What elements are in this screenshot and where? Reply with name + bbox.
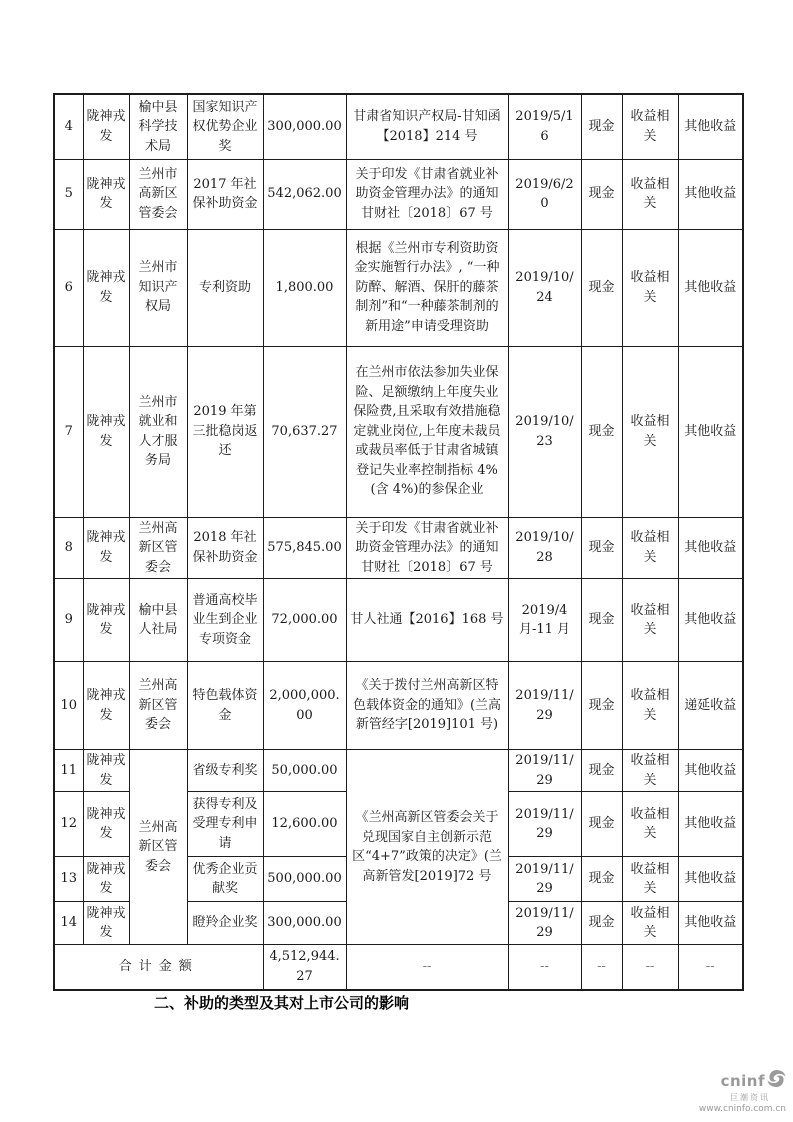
table-cell: 现金 <box>581 579 622 662</box>
table-cell: 542,062.00 <box>263 159 346 229</box>
table-cell: -- <box>581 945 622 990</box>
table-cell: 4,512,944.27 <box>263 945 346 990</box>
table-cell: 收益相关 <box>622 517 678 579</box>
table-cell: 50,000.00 <box>263 750 346 792</box>
table-cell: 收益相关 <box>622 229 678 346</box>
table-cell: 关于印发《甘肃省就业补助资金管理办法》的通知甘财社〔2018〕67 号 <box>346 159 508 229</box>
table-cell: 2019 年第三批稳岗返还 <box>187 346 263 517</box>
table-cell: 获得专利及受理专利申请 <box>187 792 263 857</box>
table-cell: 关于印发《甘肃省就业补助资金管理办法》的通知甘财社〔2018〕67 号 <box>346 517 508 579</box>
table-cell: 榆中县科学技术局 <box>129 94 187 159</box>
table-cell: 2019/11/29 <box>508 662 581 750</box>
table-cell: 陇神戎发 <box>83 792 129 857</box>
table-cell: 《兰州高新区管委会关于兑现国家自主创新示范区“4+7”政策的决定》(兰高新管发[2019]72 号 <box>346 750 508 945</box>
table-cell: 陇神戎发 <box>83 902 129 945</box>
table-cell: 陇神戎发 <box>83 346 129 517</box>
cninfo-brand-cn: 巨潮资讯 <box>730 1093 770 1102</box>
table-cell: 兰州高新区管委会 <box>129 750 187 945</box>
table-cell: 普通高校毕业生到企业专项资金 <box>187 579 263 662</box>
table-cell: 《关于拨付兰州高新区特色载体资金的通知》(兰高新管经字[2019]101 号) <box>346 662 508 750</box>
table-cell: 2019/11/29 <box>508 792 581 857</box>
table-cell: 瞪羚企业奖 <box>187 902 263 945</box>
table-cell: 陇神戎发 <box>83 159 129 229</box>
table-row <box>54 579 743 662</box>
table-row <box>54 94 743 159</box>
table-cell: 陇神戎发 <box>83 662 129 750</box>
table-cell: 9 <box>54 579 83 662</box>
cninfo-swirl-icon <box>767 1070 786 1091</box>
table-cell: 陇神戎发 <box>83 229 129 346</box>
table-cell: 陇神戎发 <box>83 579 129 662</box>
table-cell: 现金 <box>581 792 622 857</box>
table-cell: 5 <box>54 159 83 229</box>
table-cell: 收益相关 <box>622 902 678 945</box>
table-cell: 575,845.00 <box>263 517 346 579</box>
table-cell: 其他收益 <box>678 159 743 229</box>
table-cell: 500,000.00 <box>263 857 346 902</box>
table-cell: 收益相关 <box>622 857 678 902</box>
table-cell: 陇神戎发 <box>83 750 129 792</box>
table-cell: 现金 <box>581 857 622 902</box>
table-cell: 甘人社通【2016】168 号 <box>346 579 508 662</box>
table-row <box>54 945 743 990</box>
table-cell: 现金 <box>581 662 622 750</box>
table-cell: 其他收益 <box>678 857 743 902</box>
table-cell: 省级专利奖 <box>187 750 263 792</box>
table-cell: 2017 年社保补助资金 <box>187 159 263 229</box>
subsidy-table <box>53 93 744 991</box>
table-body <box>54 94 743 990</box>
table-cell: 2018 年社保补助资金 <box>187 517 263 579</box>
table-cell: 13 <box>54 857 83 902</box>
table-row <box>54 517 743 579</box>
table-cell: 现金 <box>581 94 622 159</box>
table-cell: 其他收益 <box>678 750 743 792</box>
table-cell: 12,600.00 <box>263 792 346 857</box>
table-cell: 兰州高新区管委会 <box>129 517 187 579</box>
table-cell: -- <box>678 945 743 990</box>
table-cell: -- <box>622 945 678 990</box>
table-cell: 根据《兰州市专利资助资金实施暂行办法》, “一种防醉、解酒、保肝的藤茶制剂”和“一种藤茶制剂的新用途”申请受理资助 <box>346 229 508 346</box>
table-cell: 其他收益 <box>678 346 743 517</box>
table-cell: 2019/11/29 <box>508 902 581 945</box>
table-cell: 现金 <box>581 229 622 346</box>
table-cell: 10 <box>54 662 83 750</box>
table-cell: 2019/11/29 <box>508 750 581 792</box>
table-cell: 专利资助 <box>187 229 263 346</box>
table-cell: 4 <box>54 94 83 159</box>
table-cell: 其他收益 <box>678 94 743 159</box>
table-cell: 2019/6/20 <box>508 159 581 229</box>
table-cell: 兰州市高新区管委会 <box>129 159 187 229</box>
cninfo-footer <box>656 1070 786 1114</box>
table-cell: 现金 <box>581 902 622 945</box>
table-cell: 2019/10/24 <box>508 229 581 346</box>
table-cell: 在兰州市依法参加失业保险、足额缴纳上年度失业保险费,且采取有效措施稳定就业岗位,上年度未裁员或裁员率低于甘肃省城镇登记失业率控制指标 4%(含 4%)的参保企业 <box>346 346 508 517</box>
table-cell: 其他收益 <box>678 792 743 857</box>
table-cell: 其他收益 <box>678 902 743 945</box>
table-cell: 现金 <box>581 517 622 579</box>
table-cell: 兰州高新区管委会 <box>129 662 187 750</box>
table-cell: 300,000.00 <box>263 902 346 945</box>
table-row <box>54 229 743 346</box>
table-cell: 6 <box>54 229 83 346</box>
table-row <box>54 662 743 750</box>
table-cell: 12 <box>54 792 83 857</box>
table-cell: 其他收益 <box>678 229 743 346</box>
table-cell: 2,000,000.00 <box>263 662 346 750</box>
table-cell: 兰州市知识产权局 <box>129 229 187 346</box>
table-cell: 国家知识产权优势企业奖 <box>187 94 263 159</box>
table-cell: 14 <box>54 902 83 945</box>
table-cell: -- <box>346 945 508 990</box>
section-heading: 二、补助的类型及其对上市公司的影响 <box>154 994 410 1012</box>
table-row <box>54 159 743 229</box>
table-cell: 2019/11/29 <box>508 857 581 902</box>
table-cell: 2019/5/16 <box>508 94 581 159</box>
table-row <box>54 346 743 517</box>
table-cell: 现金 <box>581 159 622 229</box>
table-cell: 现金 <box>581 346 622 517</box>
table-cell: 特色载体资金 <box>187 662 263 750</box>
table-cell: 11 <box>54 750 83 792</box>
table-cell: 收益相关 <box>622 750 678 792</box>
table-cell: 优秀企业贡献奖 <box>187 857 263 902</box>
table-cell: 收益相关 <box>622 346 678 517</box>
table-cell: 陇神戎发 <box>83 94 129 159</box>
table-cell: 70,637.27 <box>263 346 346 517</box>
cninfo-logo-text: cninf <box>720 1071 765 1090</box>
table-cell: 榆中县人社局 <box>129 579 187 662</box>
table-cell: 8 <box>54 517 83 579</box>
table-cell: 其他收益 <box>678 579 743 662</box>
table-cell: 兰州市就业和人才服务局 <box>129 346 187 517</box>
table-cell: 2019/10/23 <box>508 346 581 517</box>
cninfo-url: www.cninfo.com.cn <box>698 1104 786 1114</box>
table-cell: 1,800.00 <box>263 229 346 346</box>
table-cell: 7 <box>54 346 83 517</box>
table-cell: 其他收益 <box>678 517 743 579</box>
table-cell: 现金 <box>581 750 622 792</box>
table-cell: 收益相关 <box>622 159 678 229</box>
table-cell: 300,000.00 <box>263 94 346 159</box>
table-cell: 收益相关 <box>622 792 678 857</box>
table-cell: -- <box>508 945 581 990</box>
table-row <box>54 750 743 792</box>
table-cell: 合计金额 <box>54 945 263 990</box>
table-cell: 陇神戎发 <box>83 517 129 579</box>
table-cell: 72,000.00 <box>263 579 346 662</box>
table-cell: 甘肃省知识产权局-甘知函【2018】214 号 <box>346 94 508 159</box>
table-cell: 陇神戎发 <box>83 857 129 902</box>
table-cell: 递延收益 <box>678 662 743 750</box>
cninfo-logo <box>656 1070 786 1091</box>
table-cell: 收益相关 <box>622 662 678 750</box>
table-cell: 2019/4 月-11 月 <box>508 579 581 662</box>
table-cell: 收益相关 <box>622 94 678 159</box>
table-cell: 收益相关 <box>622 579 678 662</box>
table-cell: 2019/10/28 <box>508 517 581 579</box>
